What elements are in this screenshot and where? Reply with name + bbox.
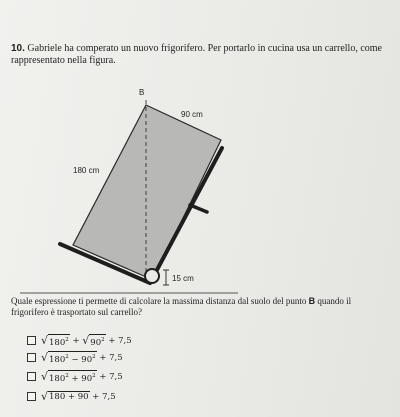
option-3[interactable] bbox=[27, 370, 123, 384]
option-4-checkbox[interactable] bbox=[27, 392, 36, 401]
option-4-tail: + 7,5 bbox=[92, 391, 116, 402]
prompt-text-c: quando il bbox=[315, 296, 352, 306]
option-2[interactable] bbox=[27, 351, 123, 365]
option-2-op: − bbox=[71, 354, 79, 365]
question-line-1: Gabriele ha comperato un nuovo frigorifero. Per portarlo in cucina usa un carrello, come bbox=[27, 43, 382, 54]
prompt-line-2: frigorifero è trasportato sul carrello? bbox=[11, 307, 142, 317]
option-1-op: + bbox=[72, 335, 80, 346]
cart-handle bbox=[190, 205, 207, 212]
prompt-point-B: B bbox=[308, 296, 316, 306]
option-4-a: 180 + 90 bbox=[49, 392, 89, 402]
option-2-b: 90 bbox=[81, 354, 93, 365]
option-3-a: 180 bbox=[49, 373, 66, 384]
cart-wheel bbox=[145, 269, 159, 283]
question-prompt bbox=[11, 296, 396, 318]
option-1-b: 90 bbox=[90, 337, 102, 348]
option-1-expression: √ $180^2$ + √ $90^2$ + 7,5 bbox=[41, 334, 132, 348]
option-2-a: 180 bbox=[49, 354, 66, 365]
option-4-expression: √ 180 + 90 + 7,5 bbox=[41, 390, 116, 403]
option-3-expression: √ $180^2 + 90^2$ + 7,5 bbox=[41, 370, 123, 384]
label-180cm: 180 cm bbox=[73, 166, 100, 175]
question-number: 10. bbox=[11, 43, 25, 54]
option-3-op: + bbox=[71, 373, 79, 384]
option-1[interactable] bbox=[27, 334, 132, 348]
label-B: B bbox=[139, 88, 145, 97]
option-3-tail: + 7,5 bbox=[99, 371, 123, 382]
option-1-checkbox[interactable] bbox=[27, 336, 36, 345]
question-line-2: rappresentato nella figura. bbox=[11, 55, 116, 66]
option-2-expression: √ $180^2 - 90^2$ + 7,5 bbox=[41, 351, 123, 365]
option-2-checkbox[interactable] bbox=[27, 353, 36, 362]
option-3-b: 90 bbox=[81, 373, 93, 384]
label-15cm: 15 cm bbox=[172, 274, 194, 283]
option-4[interactable] bbox=[27, 390, 116, 403]
label-90cm: 90 cm bbox=[181, 110, 203, 119]
prompt-text-a: Quale espressione ti permette di calcolare la massima distanza dal suolo del punto bbox=[11, 296, 309, 306]
option-2-tail: + 7,5 bbox=[99, 352, 123, 363]
option-1-a: 180 bbox=[49, 337, 66, 348]
option-3-checkbox[interactable] bbox=[27, 372, 36, 381]
option-1-tail: + 7,5 bbox=[108, 335, 132, 346]
